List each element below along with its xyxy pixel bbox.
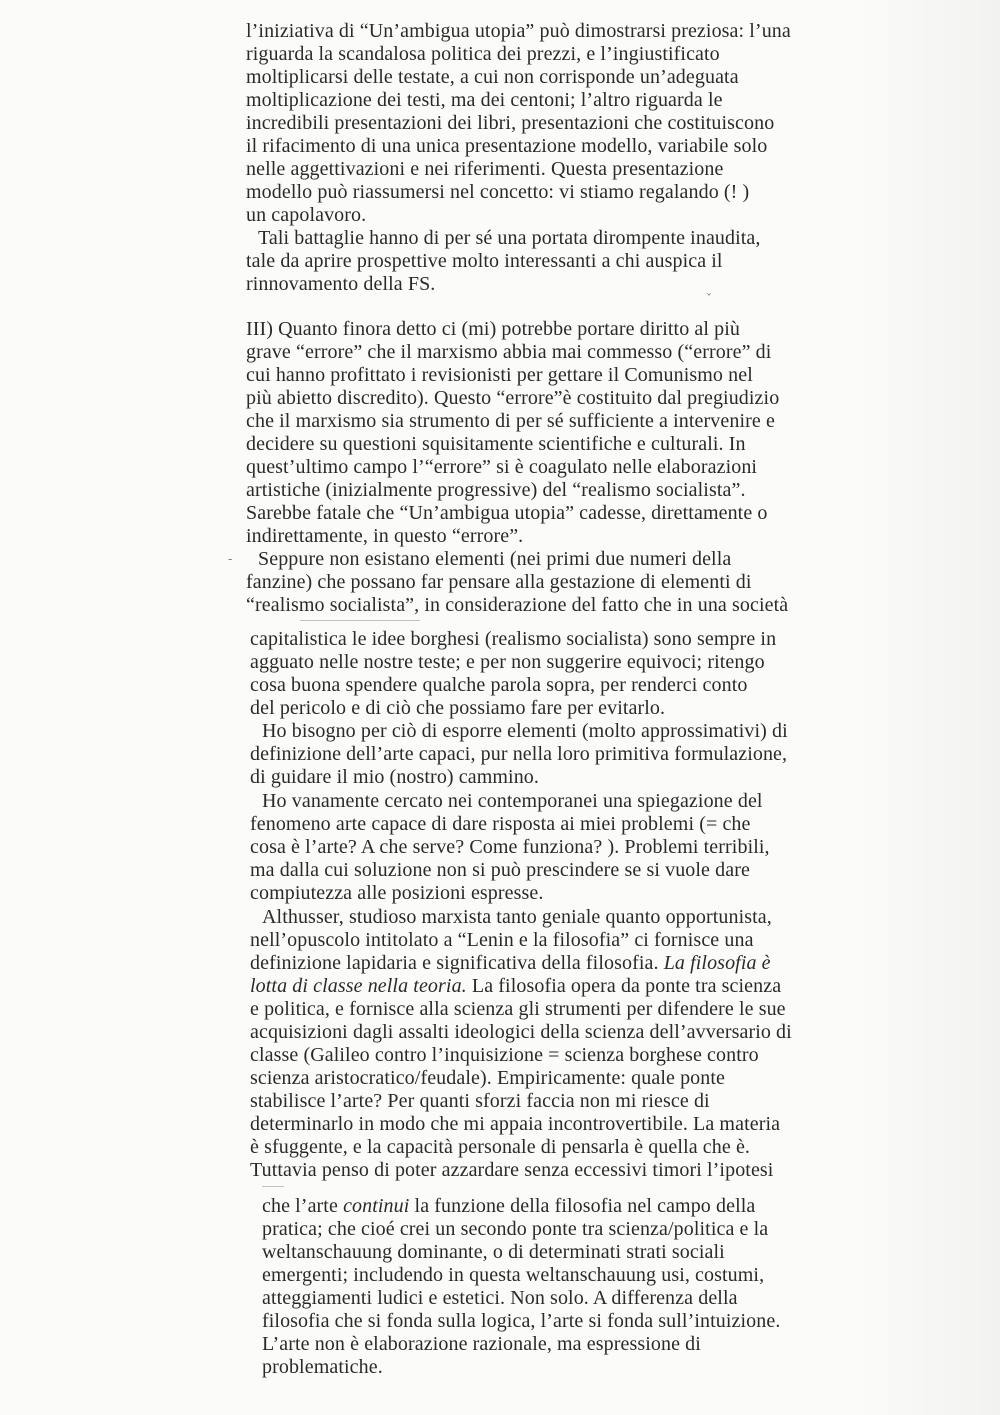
text-line: Ho vanamente cercato nei contemporanei una spiegazione del: [262, 790, 763, 812]
text-line: nell’opuscolo intitolato a “Lenin e la filosofia” ci fornisce una: [250, 929, 754, 951]
text-line: Tuttavia penso di poter azzardare senza eccessivi timori l’ipotesi: [250, 1159, 774, 1181]
text-line: Tali battaglie hanno di per sé una portata dirompente inaudita,: [258, 227, 761, 249]
text-line: di guidare il mio (nostro) cammino.: [250, 766, 539, 788]
margin-tick: -: [228, 552, 233, 566]
text-line: un capolavoro.: [246, 204, 367, 226]
text-line: emergenti; includendo in questa weltanschauung usi, costumi,: [262, 1264, 765, 1286]
text-line: classe (Galileo contro l’inquisizione = scienza borghese contro: [250, 1044, 759, 1066]
text-line: quest’ultimo campo l’“errore” si è coagulato nelle elaborazioni: [246, 456, 758, 478]
text-line: modello può riassumersi nel concetto: vi stiamo regalando (! ): [246, 181, 750, 203]
text-line: e politica, e fornisce alla scienza gli strumenti per difendere le sue: [250, 998, 786, 1020]
text-line: [250, 975, 781, 997]
text-line: “realismo socialista”, in considerazione del fatto che in una società: [246, 594, 789, 616]
text-line: nelle aggettivazioni e nei riferimenti. Questa presentazione: [246, 158, 724, 180]
text-line: weltanschauung dominante, o di determinati strati sociali: [262, 1241, 725, 1263]
text-line: più abietto discredito). Questo “errore”è costituito dal pregiudizio: [246, 387, 780, 409]
text-line: l’iniziativa di “Un’ambigua utopia” può dimostrarsi preziosa: l’una: [246, 20, 791, 42]
text-line: compiutezza alle posizioni espresse.: [250, 882, 544, 904]
text-line: acquisizioni dagli assalti ideologici della scienza dell’avversario di: [250, 1021, 792, 1043]
text-line: moltiplicarsi delle testate, a cui non corrisponde un’adeguata: [246, 66, 739, 88]
section-heading-line: III) Quanto finora detto ci (mi) potrebbe portare diritto al più: [246, 318, 741, 340]
text-line: Althusser, studioso marxista tanto geniale quanto opportunista,: [262, 906, 772, 928]
text-line: scienza aristocratico/feudale). Empiricamente: quale ponte: [250, 1067, 726, 1089]
text-line: che il marxismo sia strumento di per sé sufficiente a intervenire e: [246, 410, 775, 432]
text-line: filosofia che si fonda sulla logica, l’arte si fonda sull’intuizione.: [262, 1310, 781, 1332]
text-line: definizione dell’arte capaci, pur nella loro primitiva formulazione,: [250, 743, 788, 765]
scan-speck: ˇ: [706, 292, 712, 306]
text-line: Ho bisogno per ciò di esporre elementi (molto approssimativi) di: [262, 720, 788, 742]
text-line: è sfuggente, e la capacità personale di pensarla è quella che è.: [250, 1136, 751, 1158]
text-run: che l’arte: [262, 1195, 338, 1217]
text-line: rinnovamento della FS.: [246, 273, 436, 295]
text-line: fenomeno arte capace di dare risposta ai miei problemi (= che: [250, 813, 751, 835]
text-line: atteggiamenti ludici e estetici. Non solo. A differenza della: [262, 1287, 738, 1309]
scan-smudge: [262, 1186, 284, 1187]
text-line: il rifacimento di una unica presentazione modello, variabile solo: [246, 135, 768, 157]
scan-shadow: [850, 0, 1000, 1415]
text-line: pratica; che cioé crei un secondo ponte tra scienza/politica e la: [262, 1218, 769, 1240]
text-line: fanzine) che possano far pensare alla gestazione di elementi di: [246, 571, 752, 593]
text-line: riguarda la scandalosa politica dei prezzi, e l’ingiustificato: [246, 43, 720, 65]
text-line: Seppure non esistano elementi (nei primi due numeri della: [258, 548, 732, 570]
text-run: la funzione della filosofia nel campo della: [414, 1195, 756, 1217]
text-line: del pericolo e di ciò che possiamo fare per evitarlo.: [250, 697, 666, 719]
italic-phrase: La filosofia è: [663, 952, 771, 974]
text-line: Sarebbe fatale che “Un’ambigua utopia” cadesse, direttamente o: [246, 502, 768, 524]
text-run: definizione lapidaria e significativa della filosofia.: [250, 952, 659, 974]
text-line: indirettamente, in questo “errore”.: [246, 525, 524, 547]
text-line: artistiche (inizialmente progressive) del “realismo socialista”.: [246, 479, 746, 501]
text-line: decidere su questioni squisitamente scientifiche e culturali. In: [246, 433, 746, 455]
text-run: La filosofia opera da ponte tra scienza: [471, 975, 782, 997]
text-line: incredibili presentazioni dei libri, presentazioni che costituiscono: [246, 112, 775, 134]
text-line: [250, 952, 771, 974]
italic-phrase: lotta di classe nella teoria.: [250, 975, 467, 997]
text-line: cosa è l’arte? A che serve? Come funziona? ). Problemi terribili,: [250, 836, 770, 858]
text-line: grave “errore” che il marxismo abbia mai commesso (“errore” di: [246, 341, 772, 363]
text-line: determinarlo in modo che mi appaia incontrovertibile. La materia: [250, 1113, 781, 1135]
text-line: ma dalla cui soluzione non si può prescindere se si vuole dare: [250, 859, 750, 881]
text-line: stabilisce l’arte? Per quanti sforzi faccia non mi riesce di: [250, 1090, 710, 1112]
text-line: cosa buona spendere qualche parola sopra, per renderci conto: [250, 674, 748, 696]
text-line: capitalistica le idee borghesi (realismo socialista) sono sempre in: [250, 628, 777, 650]
text-line: tale da aprire prospettive molto interessanti a chi auspica il: [246, 250, 723, 272]
text-line: agguato nelle nostre teste; e per non suggerire equivoci; ritengo: [250, 651, 765, 673]
text-line: problematiche.: [262, 1356, 383, 1378]
text-line: L’arte non è elaborazione razionale, ma espressione di: [262, 1333, 701, 1355]
text-line: [262, 1195, 755, 1217]
text-line: moltiplicazione dei testi, ma dei centoni; l’altro riguarda le: [246, 89, 723, 111]
text-line: cui hanno profittato i revisionisti per gettare il Comunismo nel: [246, 364, 753, 386]
italic-word: continui: [343, 1195, 410, 1217]
scan-smudge: [300, 620, 420, 621]
